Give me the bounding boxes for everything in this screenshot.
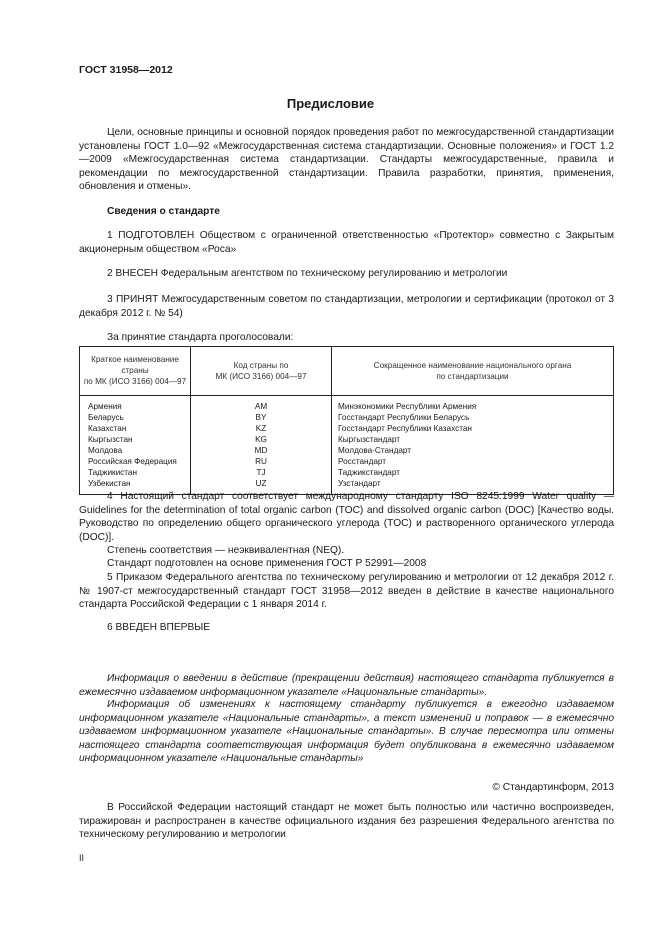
- column-header-code: Код страны по МК (ИСО 3166) 004—97: [191, 347, 332, 396]
- country-name: Таджикистан: [80, 467, 191, 478]
- country-code: AM: [191, 396, 332, 413]
- country-code: MD: [191, 445, 332, 456]
- standards-body: Росстандарт: [332, 456, 614, 467]
- copyright-line: © Стандартинформ, 2013: [492, 782, 614, 793]
- standards-body: Госстандарт Республики Казахстан: [332, 423, 614, 434]
- table-row: [80, 412, 614, 423]
- country-code: UZ: [191, 478, 332, 495]
- page-title: Предисловие: [286, 96, 375, 111]
- country-code: TJ: [191, 467, 332, 478]
- table-row: [80, 445, 614, 456]
- country-name: Кыргызстан: [80, 434, 191, 445]
- item-3-adopted: 3 ПРИНЯТ Межгосударственным советом по стандартизации, метрологии и сертификации (протокол от 3 декабря 2012 г. № 54): [79, 294, 614, 319]
- standards-body: Таджикстандарт: [332, 467, 614, 478]
- notice-changes: Информация об изменениях к настоящему стандарту публикуется в ежегодно издаваемом информационном указателе «Национальные стандарты», а текст изменений и поправок — в ежемесячно издаваемом информационном указателе «Национальные стандарты». В случае пересмотра или отмены настоящего стандарта соответствующая информация будет опубликована в ежемесячно издаваемом информационном указателе «Национальные стандарты»: [79, 699, 614, 765]
- item-5-order: 5 Приказом Федерального агентства по техническому регулированию и метрологии от 12 декабря 2012 г. № 1907-ст межгосударственный стандарт ГОСТ 31958—2012 введен в действие в качестве национального стандарта Российской Федерации с 1 января 2014 г.: [79, 572, 614, 611]
- country-code: KG: [191, 434, 332, 445]
- column-header-body: Сокращенное наименование национального органа по стандартизации: [332, 347, 614, 396]
- table-row: [80, 456, 614, 467]
- page-number: II: [79, 853, 85, 863]
- table-header-row: [80, 347, 614, 396]
- item-2-submitted: 2 ВНЕСЕН Федеральным агентством по техническому регулированию и метрологии: [107, 268, 508, 279]
- item-6-introduced: 6 ВВЕДЕН ВПЕРВЫЕ: [107, 622, 211, 633]
- country-code: KZ: [191, 423, 332, 434]
- reproduction-notice: В Российской Федерации настоящий стандарт не может быть полностью или частично воспроизведен, тиражирован и распространен в качестве официального издания без разрешения Федерального агентства по техническому регулированию и метрологии: [79, 802, 614, 841]
- table-row: [80, 396, 614, 413]
- standards-body: Госстандарт Республики Беларусь: [332, 412, 614, 423]
- degree-of-conformity: Степень соответствия — неэквивалентная (NEQ).: [107, 545, 345, 556]
- item-4-conformity: 4 Настоящий стандарт соответствует международному стандарту ISO 8245:1999 Water quality — Guidelines for the determination of total organic carbon (TOC) and dissolved organic carbon (DOC) [Качество воды. Руководство по определению общего органического углерода (TOC) и растворенного органического углерода (DOC)].: [79, 491, 614, 543]
- standards-body: Кыргызстандарт: [332, 434, 614, 445]
- country-name: Армения: [80, 396, 191, 413]
- standards-body: Минэкономики Республики Армения: [332, 396, 614, 413]
- country-code: BY: [191, 412, 332, 423]
- standards-body: Узстандарт: [332, 478, 614, 495]
- country-name: Беларусь: [80, 412, 191, 423]
- country-name: Российская Федерация: [80, 456, 191, 467]
- table-row: [80, 467, 614, 478]
- voted-intro: За принятие стандарта проголосовали:: [107, 332, 294, 343]
- table-row: [80, 434, 614, 445]
- info-heading: Сведения о стандарте: [107, 206, 220, 217]
- voting-countries-table: [79, 346, 614, 495]
- notice-introduction: Информация о введении в действие (прекращении действия) настоящего стандарта публикуется в ежемесячно издаваемом информационном указателе «Национальные стандарты».: [79, 673, 614, 698]
- document-code: ГОСТ 31958—2012: [79, 64, 173, 76]
- table-row: [80, 423, 614, 434]
- country-name: Узбекистан: [80, 478, 191, 495]
- country-name: Молдова: [80, 445, 191, 456]
- country-name: Казахстан: [80, 423, 191, 434]
- intro-paragraph: Цели, основные принципы и основной порядок проведения работ по межгосударственной стандартизации установлены ГОСТ 1.0—92 «Межгосударственная система стандартизации. Основные положения» и ГОСТ 1.2—2009 «Межгосударственная система стандартизации. Стандарты межгосударственные, правила и рекомендации по межгосударственной стандартизации. Правила разработки, принятия, применения, обновления и отмены».: [79, 127, 614, 193]
- standards-body: Молдова-Стандарт: [332, 445, 614, 456]
- column-header-country: Краткое наименование страны по МК (ИСО 3166) 004—97: [80, 347, 191, 396]
- item-1-prepared: 1 ПОДГОТОВЛЕН Обществом с ограниченной ответственностью «Протектор» совместно с Закрытым акционерным обществом «Роса»: [79, 230, 614, 255]
- country-code: RU: [191, 456, 332, 467]
- prepared-basis: Стандарт подготовлен на основе применения ГОСТ Р 52991—2008: [107, 558, 427, 569]
